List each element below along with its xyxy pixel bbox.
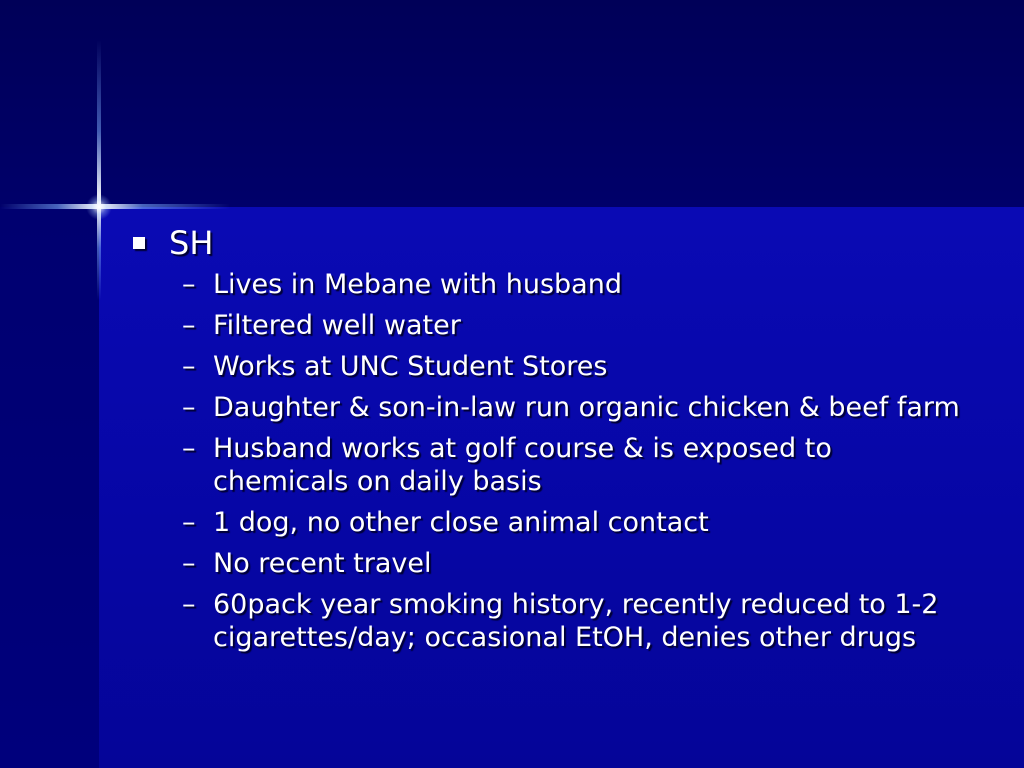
sub-bullet-item (130, 588, 960, 654)
star-flare-vertical (97, 40, 101, 300)
slide-body (130, 224, 960, 662)
square-bullet-icon (133, 237, 145, 249)
star-flare-glow (86, 194, 112, 220)
sub-bullet-item (130, 309, 960, 342)
sub-bullet-text: Husband works at golf course & is exposed to chemicals on daily basis (213, 433, 832, 497)
sub-bullet-text: Filtered well water (213, 310, 461, 341)
sub-bullet-item (130, 268, 960, 301)
bullet-sh (130, 224, 960, 262)
sub-bullet-text: Daughter & son-in-law run organic chicken & beef farm (213, 392, 960, 423)
sub-bullet-text: Lives in Mebane with husband (213, 269, 622, 300)
sub-bullet-text: Works at UNC Student Stores (213, 351, 608, 382)
sub-bullet-item (130, 432, 960, 498)
dash-icon: – (182, 548, 196, 579)
dash-icon: – (182, 433, 196, 464)
dash-icon: – (182, 310, 196, 341)
sub-bullet-text: 1 dog, no other close animal contact (213, 507, 709, 538)
dash-icon: – (182, 392, 196, 423)
sub-bullet-item (130, 350, 960, 383)
title-area-background (0, 0, 1024, 207)
sub-bullet-item (130, 391, 960, 424)
sub-bullet-text: 60pack year smoking history, recently reduced to 1-2 cigarettes/day; occasional EtOH, denies other drugs (213, 589, 939, 653)
sub-bullet-item (130, 547, 960, 580)
star-flare-horizontal (0, 204, 230, 209)
dash-icon: – (182, 269, 196, 300)
sub-bullet-list (130, 268, 960, 654)
dash-icon: – (182, 589, 196, 620)
dash-icon: – (182, 507, 196, 538)
sub-bullet-text: No recent travel (213, 548, 432, 579)
bullet-label: SH (169, 224, 214, 262)
dash-icon: – (182, 351, 196, 382)
left-margin-background (0, 207, 99, 768)
sub-bullet-item (130, 506, 960, 539)
